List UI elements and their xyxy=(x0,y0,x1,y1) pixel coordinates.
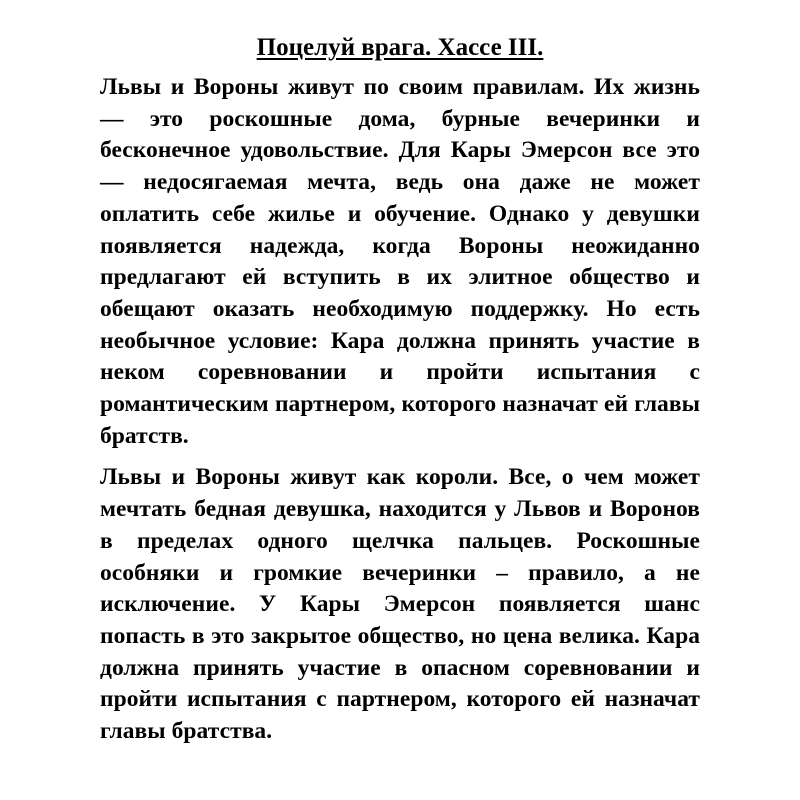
paragraph-1: Львы и Вороны живут по своим правилам. Их жизнь — это роскошные дома, бурные вечеринки и бесконечное удовольствие. Для Кары Эмерсон все это — недосягаемая мечта, ведь она даже не может оплатить себе жилье и обучение. Однако у девушки появляется надежда, когда Вороны неожиданно предлагают ей вступить в их элитное общество и обещают оказать необходимую поддержку. Но есть необычное условие: Кара должна принять участие в неком соревновании и пройти испытания с романтическим партнером, которого назначат ей главы братств. xyxy=(100,74,700,449)
document-title: Поцелуй врага. Хассе III. xyxy=(256,34,544,61)
paragraph-2: Львы и Вороны живут как короли. Все, о чем может мечтать бедная девушка, находится у Львов и Воронов в пределах одного щелчка пальцев. Роскошные особняки и громкие вечеринки – правило, а не исключение. У Кары Эмерсон появляется шанс попасть в это закрытое общество, но цена велика. Кара должна принять участие в опасном соревновании и пройти испытания с партнером, которого ей назначат главы братства. xyxy=(100,464,700,745)
